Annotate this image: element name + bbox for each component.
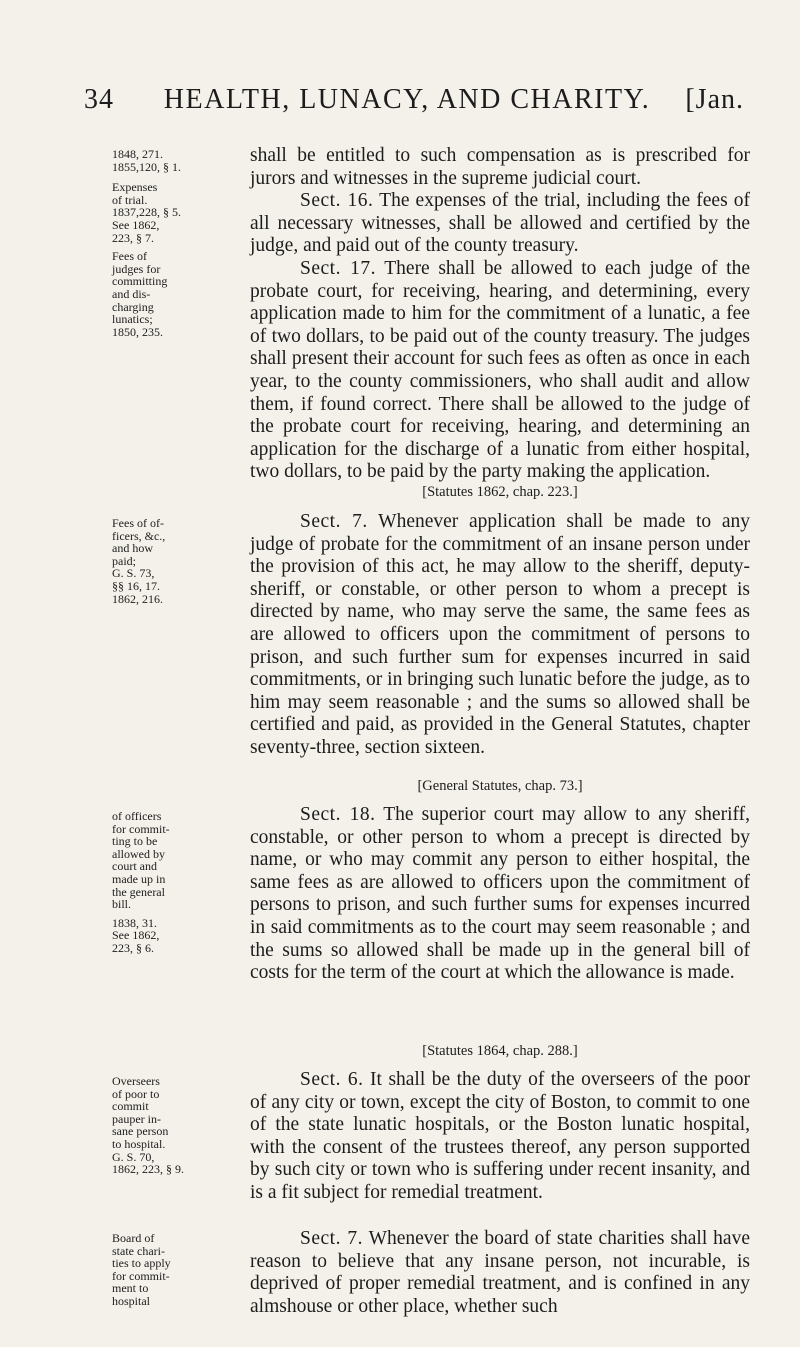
margin-note: Board of state chari- ties to apply for commit- ment to hospital bbox=[112, 1231, 171, 1308]
running-title: HEALTH, LUNACY, AND CHARITY. bbox=[163, 84, 651, 115]
statute-citation: [General Statutes, chap. 73.] bbox=[417, 778, 583, 794]
section-number: Sect. 17. bbox=[300, 257, 376, 279]
page-number: 34 bbox=[84, 84, 114, 115]
margin-note: Fees of of- ficers, &c., and how paid; G. S. 73, §§ 16, 17. 1862, 216. bbox=[112, 516, 166, 606]
paragraph: Sect. 7. Whenever the board of state charities shall have reason to believe that any insane person, not incurable, is deprived of proper remedial treatment, and is confined in any almshouse or other place, whether such bbox=[250, 1228, 750, 1317]
paragraph: Sect. 16. The expenses of the trial, including the fees of all necessary witnesses, shall be allowed and certified by the judge, and paid out of the county treasury. bbox=[250, 190, 751, 257]
paragraph: Sect. 18. The superior court may allow to any sheriff, constable, or other person to whom a precept is directed by name, or who may commit any person to either hospital, the same fees as are allowed to officers upon the commitment of persons to prison, and such further sums for expenses incurred in said commitments as to the court may seem reasonable ; and the sums so allowed shall be made up in the general bill of costs for the term of the court at which the allowance is made. bbox=[250, 804, 750, 984]
running-year: [Jan. bbox=[685, 84, 744, 115]
section-number: Sect. 16. bbox=[300, 190, 374, 212]
statute-text bbox=[250, 511, 750, 760]
statute-citation: [Statutes 1862, chap. 223.] bbox=[422, 484, 578, 500]
statute-text bbox=[250, 145, 750, 484]
paragraph: Sect. 6. It shall be the duty of the overseers of the poor of any city or town, except the city of Boston, to commit to one of the state lunatic hospitals, or the Boston lunatic hospital, with the consent of the trustees thereof, any person supported by such city or town who is suffering under recent insanity, and is a fit subject for remedial treatment. bbox=[250, 1069, 750, 1203]
margin-note: Overseers of poor to commit pauper in- sane person to hospital. G. S. 70, 1862, 223, § 9. bbox=[112, 1074, 184, 1177]
statute-citation: [Statutes 1864, chap. 288.] bbox=[422, 1043, 578, 1059]
section-number: Sect. 6. bbox=[300, 1069, 364, 1090]
section-number: Sect. 7. bbox=[300, 511, 368, 532]
paragraph: Sect. 7. Whenever application shall be made to any judge of probate for the commitment of an insane person under the provision of this act, he may allow to the sheriff, deputy-sheriff, or constable, or other person to whom a precept is directed by name, who may serve the same, the same fees as are allowed to officers upon the commitment of persons to prison, and such further sum for expenses incurred in said commitments, or in bringing such lunatic before the judge, as to him may seem reasonable ; and the sums so allowed shall be certified and paid, as provided in the General Statutes, chapter seventy-three, section sixteen. bbox=[250, 511, 750, 758]
running-header bbox=[84, 84, 744, 124]
paragraph: shall be entitled to such compensation as is prescribed for jurors and witnesses in the supreme judicial court. bbox=[250, 145, 750, 189]
section-number: Sect. 7. bbox=[300, 1228, 363, 1249]
section-number: Sect. 18. bbox=[300, 804, 376, 825]
statute-text bbox=[250, 1069, 750, 1205]
statute-text bbox=[250, 1228, 750, 1318]
paragraph: Sect. 17. There shall be allowed to each judge of the probate court, for receiving, hearing, and determining, every application made to him for the commitment of a lunatic, a fee of two dollars, to be paid out of the county treasury. The judges shall present their account for such fees as often as once in each year, to the county commissioners, who shall audit and allow them, if found correct. There shall be allowed to the judge of the probate court for receiving, hearing, and determining an application for the discharge of a lunatic from either hospital, two dollars, to be paid by the party making the application. bbox=[250, 257, 750, 483]
margin-note: of officers for commit- ting to be allowed by court and made up in the general bill. 1838, 31. See 1862, 223, § 6. bbox=[112, 809, 170, 955]
statute-text bbox=[250, 804, 750, 985]
margin-note: 1848, 271. 1855,120, § 1. Expenses of trial. 1837,228, § 5. See 1862, 223, § 7. Fees of judges for committing and dis- charging lunatics; 1850, 235. bbox=[112, 147, 181, 339]
